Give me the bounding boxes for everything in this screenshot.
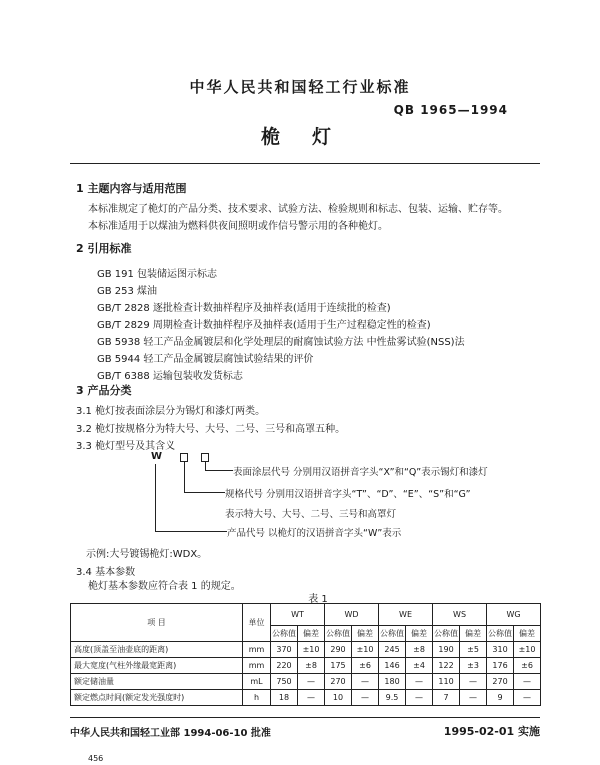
tolerance-header: 偏差 <box>352 626 379 642</box>
unit-column-header: 单位 <box>243 604 271 642</box>
table-cell: 9.5 <box>379 690 406 706</box>
model-prefix-letter: W <box>151 451 163 462</box>
table-cell: 190 <box>433 642 460 658</box>
item-3-2: 3.2 桅灯按规格分为特大号、大号、二号、三号和高罩五种。 <box>76 424 346 435</box>
tolerance-header: 偏差 <box>460 626 487 642</box>
table-cell: ±4 <box>406 658 433 674</box>
table-cell: 180 <box>379 674 406 690</box>
table-cell: — <box>352 690 379 706</box>
spec-code-desc: 规格代号 分别用汉语拼音字头“T”、“D”、“E”、“S”和“G” <box>225 489 471 500</box>
table-cell: 7 <box>433 690 460 706</box>
table-cell: 220 <box>271 658 298 674</box>
table-cell: ±6 <box>352 658 379 674</box>
tolerance-header: 偏差 <box>406 626 433 642</box>
table-cell: 146 <box>379 658 406 674</box>
table-cell: 122 <box>433 658 460 674</box>
leader-line <box>205 470 233 471</box>
table-cell: 110 <box>433 674 460 690</box>
model-header: WS <box>433 604 487 626</box>
row-unit: mL <box>243 674 271 690</box>
coating-code-box <box>201 453 209 462</box>
table-cell: 370 <box>271 642 298 658</box>
row-label: 高度(顶盖至油壶底的距离) <box>71 642 243 658</box>
table-cell: ±10 <box>514 642 541 658</box>
item-column-header: 项 目 <box>71 604 243 642</box>
table-cell: 310 <box>487 642 514 658</box>
section-1-heading: 1 主题内容与适用范围 <box>76 182 187 195</box>
coating-code-desc: 表面涂层代号 分别用汉语拼音字头“X”和“Q”表示锡灯和漆灯 <box>233 467 488 478</box>
reference-item: GB 5944 轻工产品金属镀层腐蚀试验结果的评价 <box>97 354 314 365</box>
leader-line <box>184 462 185 493</box>
leader-line <box>184 492 225 493</box>
spec-code-desc-continued: 表示特大号、大号、二号、三号和高罩灯 <box>225 509 397 520</box>
table-cell: 245 <box>379 642 406 658</box>
table-cell: 10 <box>325 690 352 706</box>
table-cell: 270 <box>325 674 352 690</box>
section-1-para-2: 本标准适用于以煤油为燃料供夜间照明或作信号警示用的各种桅灯。 <box>88 221 388 232</box>
table-row <box>71 674 541 690</box>
page-number: 456 <box>88 754 104 763</box>
product-code-desc: 产品代号 以桅灯的汉语拼音字头“W”表示 <box>227 528 402 539</box>
section-1-para-1: 本标准规定了桅灯的产品分类、技术要求、试验方法、检验规则和标志、包装、运输、贮存等。 <box>88 204 508 215</box>
table-cell: ±8 <box>298 658 325 674</box>
table-cell: ±10 <box>298 642 325 658</box>
table-cell: — <box>460 690 487 706</box>
tolerance-header: 偏差 <box>298 626 325 642</box>
reference-item: GB/T 2828 逐批检查计数抽样程序及抽样表(适用于连续批的检查) <box>97 303 391 314</box>
nominal-header: 公称值 <box>433 626 460 642</box>
item-3-1: 3.1 桅灯按表面涂层分为锡灯和漆灯两类。 <box>76 406 266 417</box>
reference-item: GB/T 6388 运输包装收发货标志 <box>97 371 243 382</box>
table-cell: 270 <box>487 674 514 690</box>
model-header: WT <box>271 604 325 626</box>
table-cell: ±6 <box>514 658 541 674</box>
nominal-header: 公称值 <box>379 626 406 642</box>
item-3-4-text: 桅灯基本参数应符合表 1 的规定。 <box>88 581 241 592</box>
table-cell: ±8 <box>406 642 433 658</box>
table-row <box>71 690 541 706</box>
approval-line: 中华人民共和国轻工业部 1994-06-10 批准 <box>70 728 271 739</box>
table-cell: ±5 <box>460 642 487 658</box>
table-cell: — <box>514 674 541 690</box>
designation-example: 示例:大号镀锡桅灯:WDX。 <box>86 549 208 560</box>
table-cell: 176 <box>487 658 514 674</box>
model-header: WD <box>325 604 379 626</box>
leader-line <box>155 464 156 532</box>
document-title: 桅灯 <box>260 126 363 148</box>
table-cell: 175 <box>325 658 352 674</box>
table-cell: — <box>460 674 487 690</box>
row-label: 额定储油量 <box>71 674 243 690</box>
table-cell: — <box>406 674 433 690</box>
table-cell: — <box>406 690 433 706</box>
reference-item: GB 191 包装储运图示标志 <box>97 269 218 280</box>
table-cell: 290 <box>325 642 352 658</box>
parameters-table <box>70 603 541 706</box>
nominal-header: 公称值 <box>487 626 514 642</box>
nominal-header: 公称值 <box>271 626 298 642</box>
table-row <box>71 658 541 674</box>
item-3-3: 3.3 桅灯型号及其含义 <box>76 441 176 452</box>
leader-line <box>155 531 227 532</box>
section-3-heading: 3 产品分类 <box>76 384 132 397</box>
item-3-4: 3.4 基本参数 <box>76 567 136 578</box>
row-unit: mm <box>243 642 271 658</box>
table-caption: 表 1 <box>308 594 328 605</box>
reference-item: GB 253 煤油 <box>97 286 158 297</box>
model-header: WG <box>487 604 541 626</box>
table-cell: 18 <box>271 690 298 706</box>
reference-item: GB/T 2829 周期检查计数抽样程序及抽样表(适用于生产过程稳定性的检查) <box>97 320 431 331</box>
table-cell: — <box>352 674 379 690</box>
reference-item: GB 5938 轻工产品金属镀层和化学处理层的耐腐蚀试验方法 中性盐雾试验(NSS)法 <box>97 337 465 348</box>
footer-rule <box>70 717 540 718</box>
table-cell: 9 <box>487 690 514 706</box>
spec-code-box <box>180 453 188 462</box>
tolerance-header: 偏差 <box>514 626 541 642</box>
header-rule <box>70 163 540 164</box>
table-row <box>71 642 541 658</box>
table-cell: ±10 <box>352 642 379 658</box>
nominal-header: 公称值 <box>325 626 352 642</box>
model-header: WE <box>379 604 433 626</box>
table-cell: — <box>514 690 541 706</box>
section-2-heading: 2 引用标准 <box>76 242 132 255</box>
row-label: 最大宽度(气柱外缘最宽距离) <box>71 658 243 674</box>
row-label: 额定燃点时间(额定发光强度时) <box>71 690 243 706</box>
standard-number: QB 1965—1994 <box>393 103 508 117</box>
effective-date: 1995-02-01 实施 <box>443 725 540 738</box>
row-unit: mm <box>243 658 271 674</box>
table-cell: — <box>298 690 325 706</box>
industry-standard-heading: 中华人民共和国轻工行业标准 <box>189 78 411 96</box>
table-cell: ±3 <box>460 658 487 674</box>
table-header-row <box>71 604 541 626</box>
table-cell: — <box>298 674 325 690</box>
row-unit: h <box>243 690 271 706</box>
table-cell: 750 <box>271 674 298 690</box>
